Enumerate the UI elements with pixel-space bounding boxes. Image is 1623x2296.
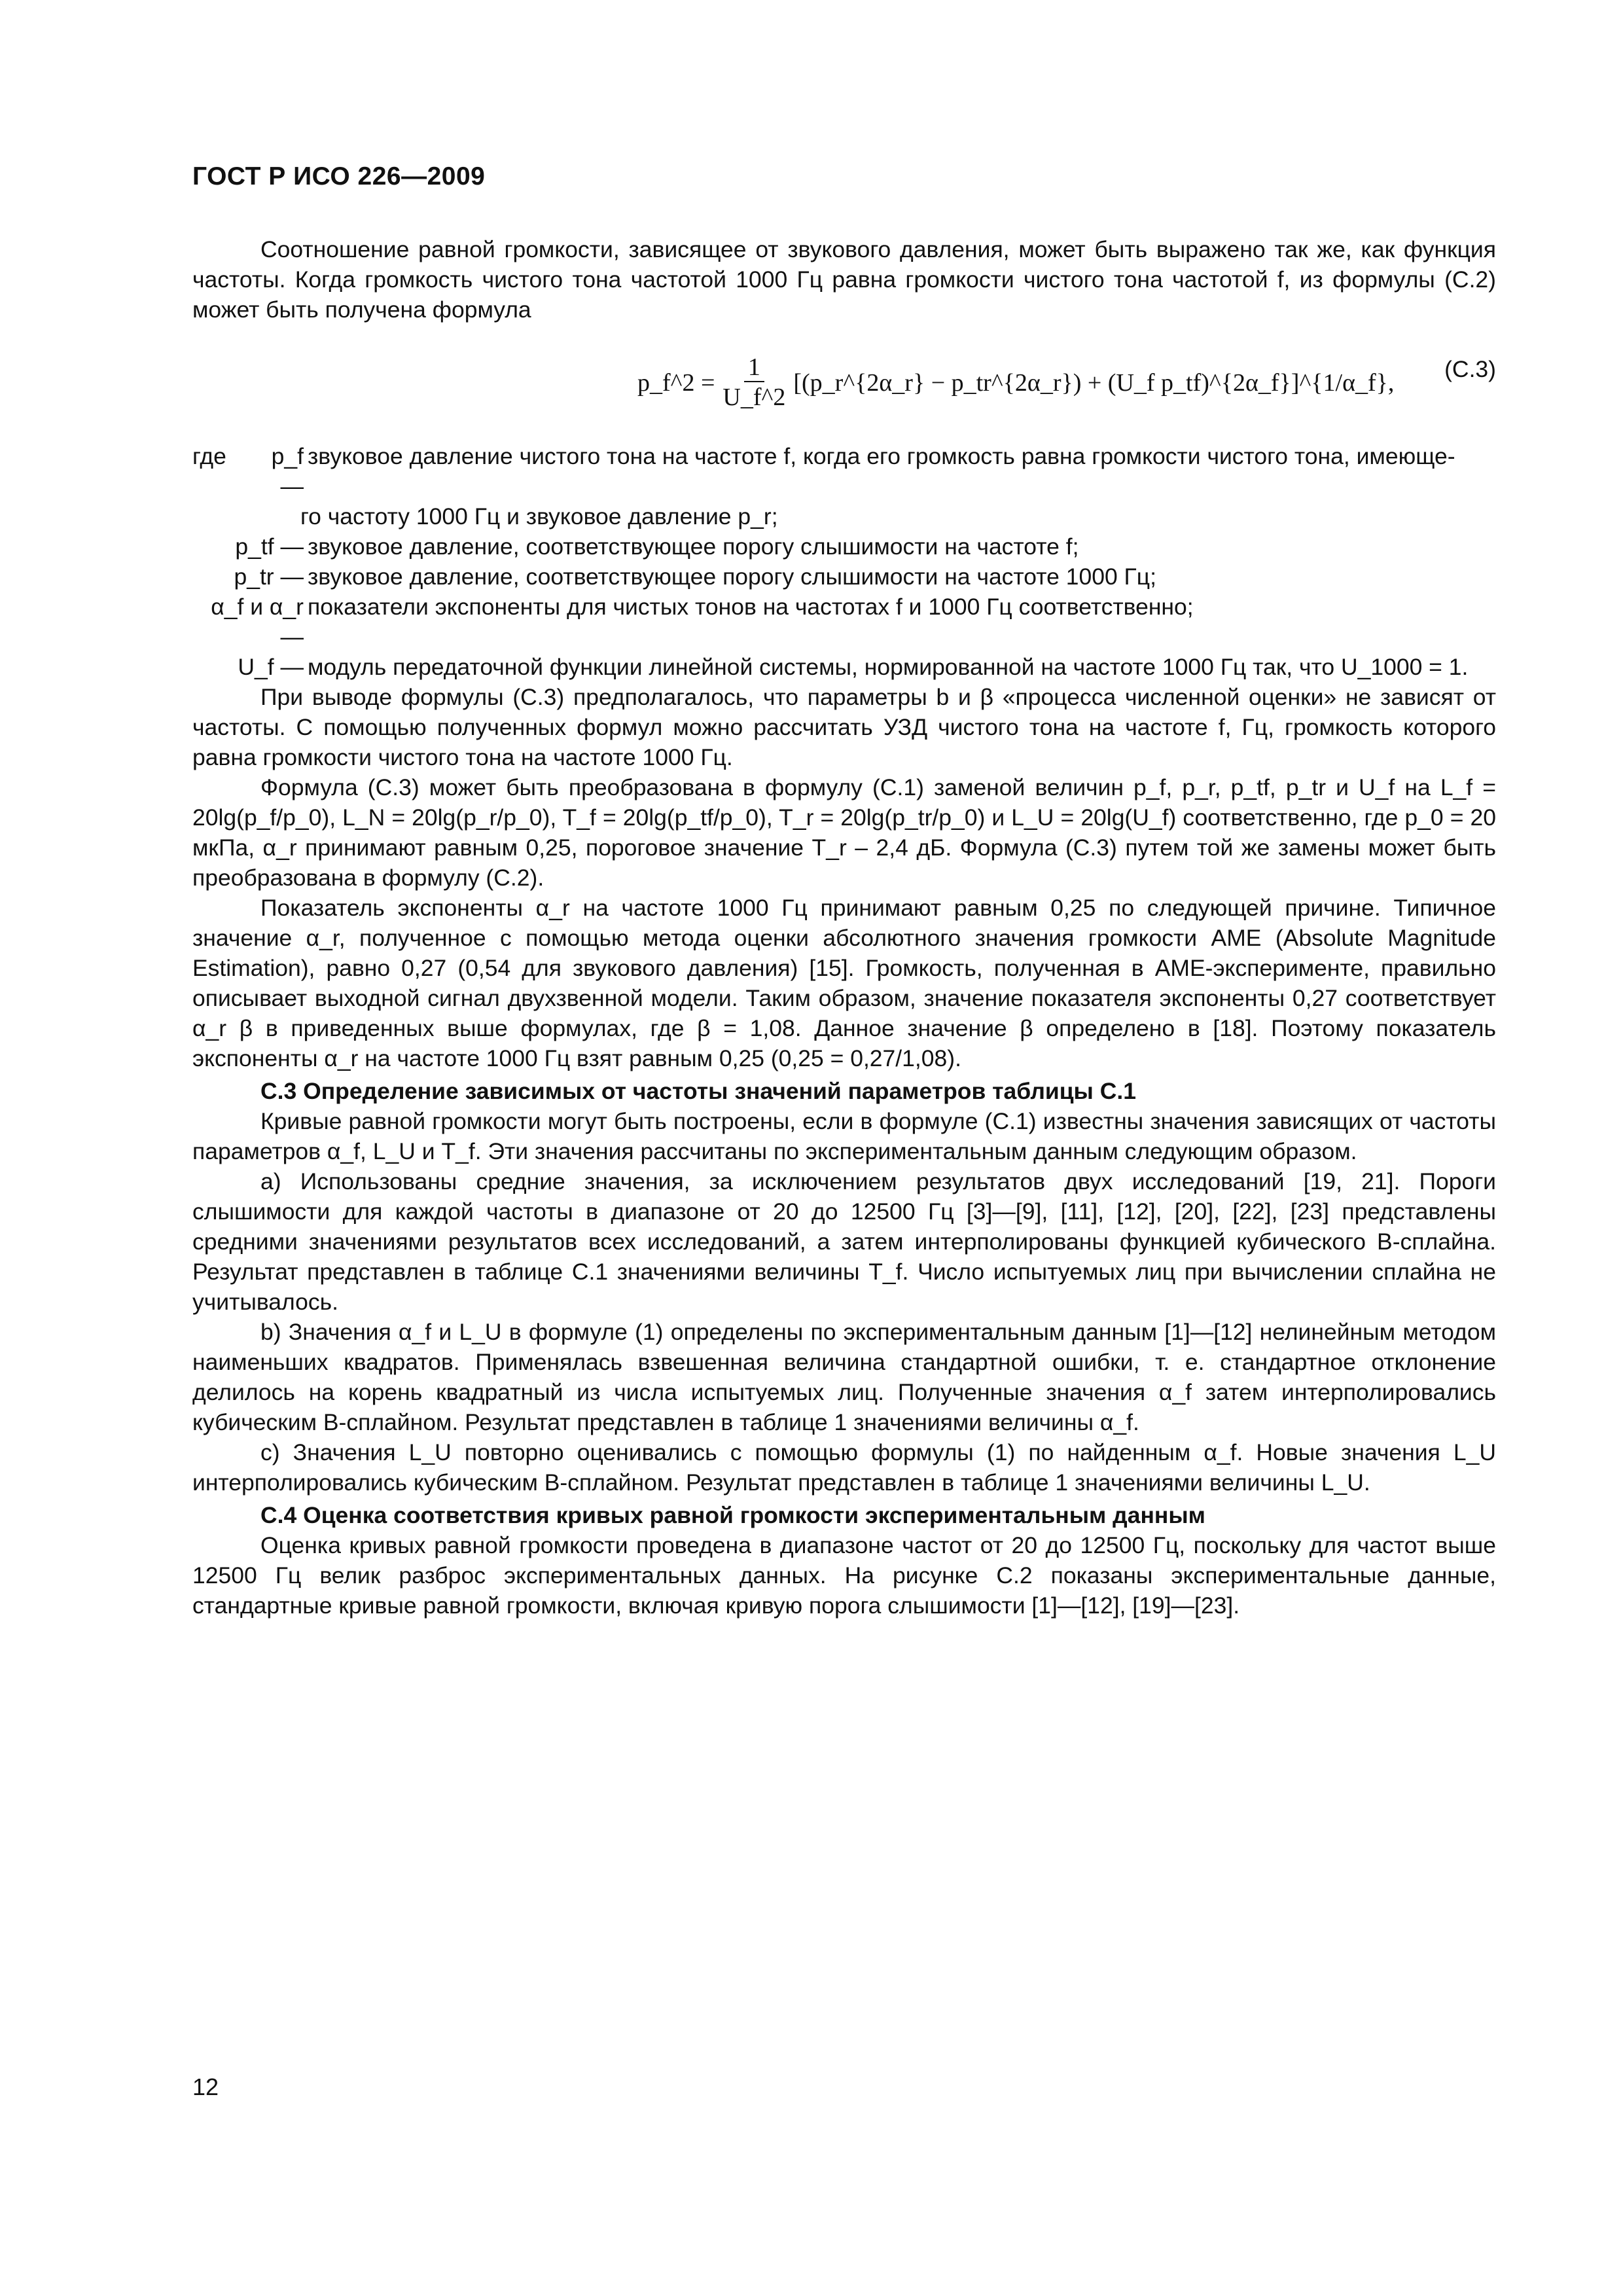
document-page xyxy=(192,162,1496,1621)
formula-c3 xyxy=(192,340,1496,425)
definition-symbol: α_f и α_r — xyxy=(211,594,304,650)
definition-text: звуковое давление, соответствующее порогу слышимости на частоте 1000 Гц; xyxy=(308,564,1156,590)
definition-text: звуковое давление чистого тона на частоте f, когда его громкость равна громкости чистого тона, имеюще- xyxy=(308,443,1455,469)
definition-item xyxy=(192,531,1496,562)
definition-text: модуль передаточной функции линейной системы, нормированной на частоте 1000 Гц так, что U_1000 = 1. xyxy=(308,654,1469,680)
formula-rhs: [(p_r^{2α_r} − p_tr^{2α_r}) + (U_f p_tf)^{2α_f}]^{1/α_f}, xyxy=(793,369,1395,397)
body-paragraph: Формула (C.3) может быть преобразована в формулу (C.1) заменой величин p_f, p_r, p_tf, p_tr и U_f на L_f = 20lg(p_f/p_0), L_N = 20lg(p_r/p_0), T_f = 20lg(p_tf/p_0), T_r = 20lg(p_tr/p_0) и L_U = 20lg(U_f) соответственно, где p_0 = 20 мкПа, α_r принимают равным 0,25, пороговое значение T_r – 2,4 дБ. Формула (C.3) путем той же замены может быть преобразована в формулу (C.2). xyxy=(192,774,1496,891)
formula-lhs: p_f^2 = xyxy=(637,369,715,397)
section-c3-intro: Кривые равной громкости могут быть построены, если в формуле (C.1) известны значения зависящих от частоты параметров α_f, L_U и T_f. Эти значения рассчитаны по экспериментальным данным следующим образом. xyxy=(192,1108,1496,1164)
definition-symbol: U_f — xyxy=(238,654,304,680)
document-header: ГОСТ Р ИСО 226—2009 xyxy=(192,162,486,190)
definition-item xyxy=(192,592,1496,652)
intro-paragraph: Соотношение равной громкости, зависящее от звукового давления, может быть выражено так же, как функция частоты. Когда громкость чистого тона частотой 1000 Гц равна громкости чистого тона частотой f, из формулы (C.2) может быть получена формула xyxy=(192,236,1496,323)
section-c3-item-a: a) Использованы средние значения, за исключением результатов двух исследований [19, 21]. Пороги слышимости для каждой частоты в диапазоне от 20 до 12500 Гц [3]—[9], [11], [12], [20], [22], [23] представлены средними значениями результатов всех исследований, а затем интерполированы функцией кубического B-сплайна. Результат представлен в таблице C.1 значениями величины T_f. Число испытуемых лиц при вычислении сплайна не учитывалось. xyxy=(192,1168,1496,1315)
definition-symbol: p_f — xyxy=(271,443,304,499)
page-number: 12 xyxy=(192,2073,219,2100)
definitions-list xyxy=(192,441,1496,682)
definition-continuation: го частоту 1000 Гц и звуковое давление p_r; xyxy=(300,503,778,529)
definition-text: звуковое давление, соответствующее порогу слышимости на частоте f; xyxy=(308,533,1079,560)
formula-denominator: U_f^2 xyxy=(722,384,786,411)
where-label: где xyxy=(192,443,226,469)
formula-fraction xyxy=(719,353,789,412)
section-c3-title: C.3 Определение зависимых от частоты значений параметров таблицы C.1 xyxy=(260,1078,1136,1104)
definition-item xyxy=(192,441,1496,501)
section-c3-item-c: c) Значения L_U повторно оценивались с помощью формулы (1) по найденным α_f. Новые значения L_U интерполировались кубическим B-сплайном. Результат представлен в таблице 1 значениями величины L_U. xyxy=(192,1439,1496,1496)
formula-numerator: 1 xyxy=(744,353,764,382)
section-c4-title: C.4 Оценка соответствия кривых равной громкости экспериментальным данным xyxy=(260,1502,1205,1528)
formula-expression xyxy=(637,347,1394,419)
section-c3-item-b: b) Значения α_f и L_U в формуле (1) определены по экспериментальным данным [1]—[12] нелинейным методом наименьших квадратов. Применялась взвешенная величина стандартной ошибки, т. е. стандартное отклонение делилось на корень квадратный из числа испытуемых лиц. Полученные значения α_f затем интерполировались кубическим B-сплайном. Результат представлен в таблице 1 значениями величины α_f. xyxy=(192,1319,1496,1435)
definition-symbol: p_tf — xyxy=(235,533,304,560)
section-c4-paragraph: Оценка кривых равной громкости проведена в диапазоне частот от 20 до 12500 Гц, поскольку для частот выше 12500 Гц велик разброс экспериментальных данных. На рисунке C.2 показаны экспериментальные данные, стандартные кривые равной громкости, включая кривую порога слышимости [1]—[12], [19]—[23]. xyxy=(192,1532,1496,1619)
body-paragraph: Показатель экспоненты α_r на частоте 1000 Гц принимают равным 0,25 по следующей причине. Типичное значение α_r, полученное с помощью метода оценки абсолютного значения громкости AME (Absolute Magnitude Estimation), равно 0,27 (0,54 для звукового давления) [15]. Громкость, полученная в AME-эксперименте, правильно описывает выходной сигнал двухзвенной модели. Таким образом, значение показателя экспоненты 0,27 соответствует α_r β в приведенных выше формулах, где β = 1,08. Данное значение β определено в [18]. Поэтому показатель экспоненты α_r на частоте 1000 Гц взят равным 0,25 (0,25 = 0,27/1,08). xyxy=(192,895,1496,1071)
body-paragraph: При выводе формулы (C.3) предполагалось, что параметры b и β «процесса численной оценки» не зависят от частоты. С помощью полученных формул можно рассчитать УЗД чистого тона на частоте f, Гц, громкость которого равна громкости чистого тона на частоте 1000 Гц. xyxy=(192,684,1496,770)
definition-text: показатели экспоненты для чистых тонов на частотах f и 1000 Гц соответственно; xyxy=(308,594,1194,620)
definition-item xyxy=(192,562,1496,592)
formula-number: (C.3) xyxy=(1444,356,1496,382)
definition-symbol: p_tr — xyxy=(234,564,304,590)
definition-item xyxy=(192,652,1496,682)
